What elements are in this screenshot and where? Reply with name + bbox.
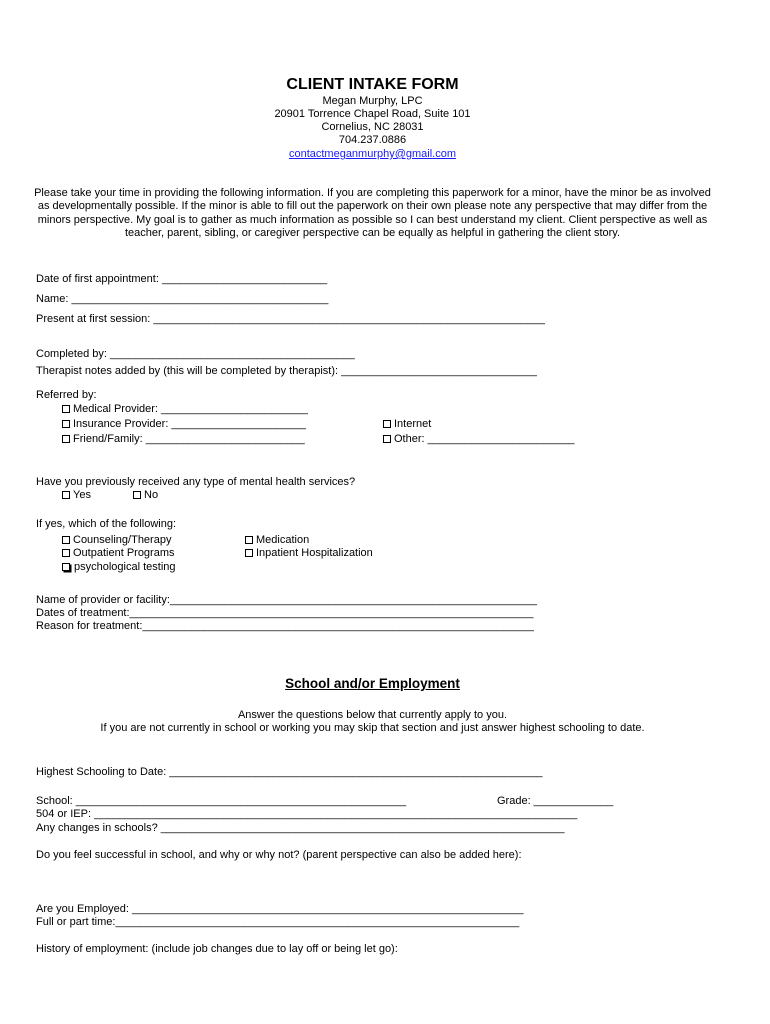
school-changes-field[interactable]: Any changes in schools? __________________________________________________________________ [36,822,565,834]
referred-label: Referred by: [36,389,97,401]
employment-history-question: History of employment: (include job changes due to lay off or being let go): [36,943,398,955]
referral-friend-label: Friend/Family: __________________________ [73,433,305,445]
checkbox-icon[interactable] [62,491,70,499]
referral-medical[interactable] [62,403,308,416]
checkbox-icon[interactable] [62,563,70,571]
checkbox-icon[interactable] [383,420,391,428]
checkbox-icon[interactable] [62,536,70,544]
checkbox-icon[interactable] [245,536,253,544]
referral-internet[interactable] [383,418,431,431]
highest-schooling-field[interactable]: Highest Schooling to Date: _____________________________________________________________ [36,766,543,778]
email-link[interactable]: contactmeganmurphy@gmail.com [288,148,457,160]
checkbox-icon[interactable] [62,405,70,413]
referral-insurance-label: Insurance Provider: ______________________ [73,418,307,430]
form-title: CLIENT INTAKE FORM [286,76,459,93]
successful-question: Do you feel successful in school, and why or why not? (parent perspective can also be added here): [36,849,522,861]
service-psych-label: psychological testing [74,561,176,573]
referral-other-label: Other: ________________________ [394,433,575,445]
checkbox-icon[interactable] [62,420,70,428]
service-psych[interactable] [62,561,176,574]
checkbox-icon[interactable] [62,549,70,557]
service-inpatient-label: Inpatient Hospitalization [256,547,373,559]
referral-internet-label: Internet [394,418,432,430]
grade-field[interactable]: Grade: _____________ [497,795,614,807]
mental-health-question: Have you previously received any type of mental health services? [36,476,356,488]
school-heading: School and/or Employment [285,676,460,691]
option-yes[interactable] [62,489,91,502]
provider-address: 20901 Torrence Chapel Road, Suite 101 [274,108,471,120]
checkbox-icon[interactable] [133,491,141,499]
completed-by-field[interactable]: Completed by: ________________________________________ [36,348,355,360]
referral-other[interactable] [383,433,574,446]
referral-insurance[interactable] [62,418,306,431]
service-counseling-label: Counseling/Therapy [73,534,172,546]
school-field[interactable]: School: ______________________________________________________ [36,795,407,807]
first-appointment-field[interactable]: Date of first appointment: ___________________________ [36,273,328,285]
service-medication[interactable] [245,534,309,547]
service-medication-label: Medication [256,534,310,546]
provider-phone: 704.237.0886 [338,134,407,146]
service-inpatient[interactable] [245,547,373,560]
option-yes-label: Yes [73,489,91,501]
dates-field[interactable]: Dates of treatment:__________________________________________________________________ [36,607,534,619]
school-instructions-1: Answer the questions below that currently apply to you. [237,709,508,721]
full-part-time-field[interactable]: Full or part time:__________________________________________________________________ [36,916,520,928]
present-field[interactable]: Present at first session: ________________________________________________________________ [36,313,545,325]
service-counseling[interactable] [62,534,171,547]
iep-field[interactable]: 504 or IEP: _______________________________________________________________________________ [36,808,578,820]
provider-name: Megan Murphy, LPC [322,95,423,107]
option-no[interactable] [133,489,158,502]
intro-paragraph: Please take your time in providing the following information. If you are completing this paperwork for a minor, have the minor be as involved as developmentally possible. If the minor is able to fill out the paperwork on their own please note any perspective that may differ from the minors perspective. My goal is to gather as much information as possible so I can best understand my client. Client perspective as well as teacher, parent, sibling, or caregiver perspective can be equally as helpful in gathering the client story. [34,187,711,240]
employed-field[interactable]: Are you Employed: ________________________________________________________________ [36,903,524,915]
school-instructions-2: If you are not currently in school or working you may skip that section and just answer highest schooling to date. [100,722,645,734]
service-outpatient[interactable] [62,547,175,560]
provider-city: Cornelius, NC 28031 [321,121,424,133]
which-label: If yes, which of the following: [36,518,177,530]
service-outpatient-label: Outpatient Programs [73,547,175,559]
referral-medical-label: Medical Provider: ________________________ [73,403,308,415]
checkbox-icon[interactable] [383,435,391,443]
provider-field[interactable]: Name of provider or facility:____________________________________________________________ [36,594,537,606]
name-field[interactable]: Name: __________________________________________ [36,293,329,305]
referral-friend[interactable] [62,433,305,446]
checkbox-icon[interactable] [62,435,70,443]
option-no-label: No [144,489,159,501]
checkbox-icon[interactable] [245,549,253,557]
therapist-notes-field[interactable]: Therapist notes added by (this will be completed by therapist): ________________________________ [36,365,537,377]
reason-field[interactable]: Reason for treatment:________________________________________________________________ [36,620,534,632]
